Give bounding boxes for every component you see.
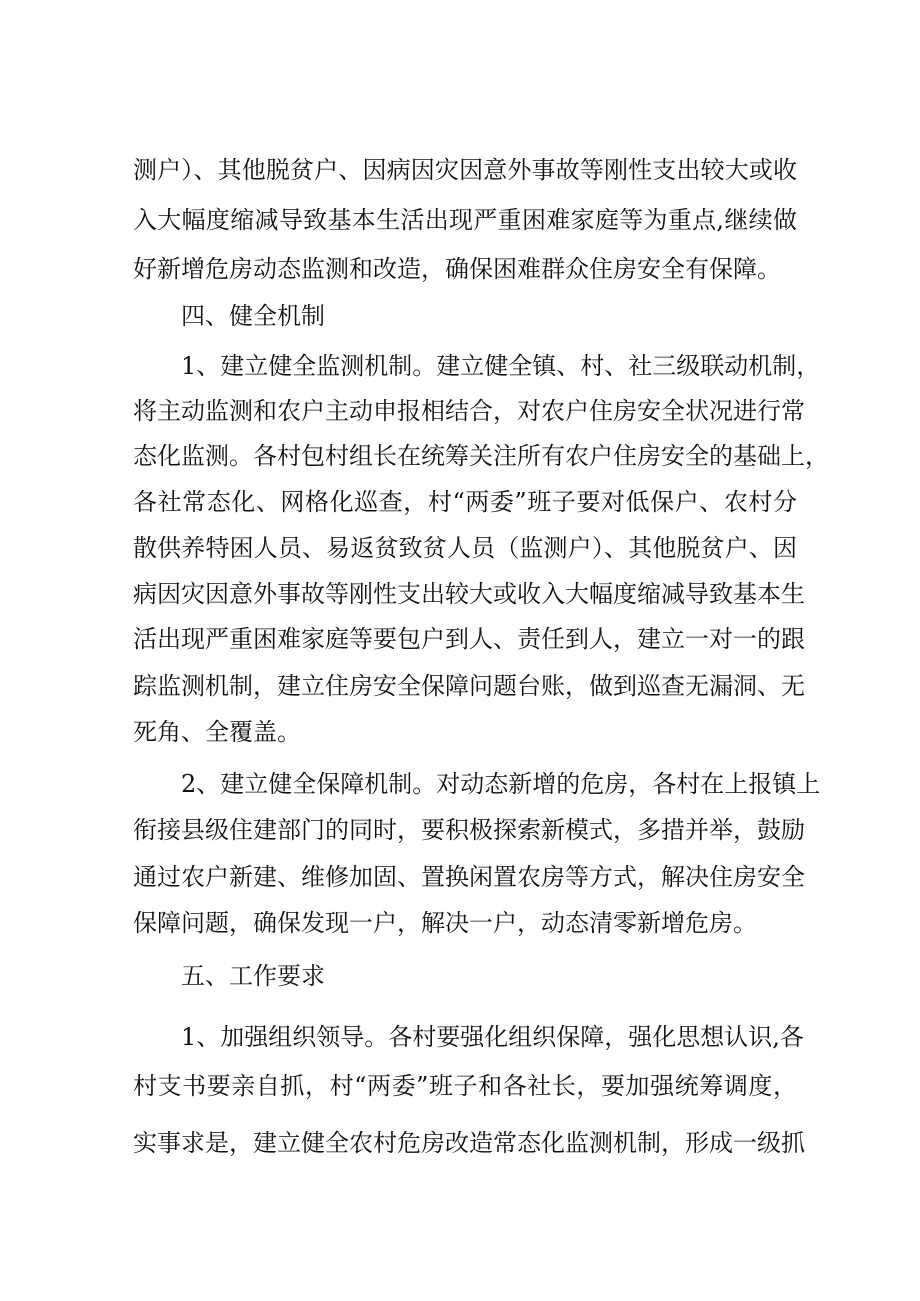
- paragraph-line: 各社常态化、网格化巡查，村“两委”班子要对低保户、农村分: [133, 488, 797, 516]
- paragraph-line: 散供养特困人员、易返贫致贫人员（监测户）、其他脱贫户、因: [133, 534, 797, 562]
- paragraph-line: 入大幅度缩减导致基本生活出现严重困难家庭等为重点,继续做: [133, 206, 797, 234]
- paragraph-line: 1、建立健全监测机制。建立健全镇、村、社三级联动机制，: [181, 352, 821, 380]
- paragraph-line: 死角、全覆盖。: [133, 718, 301, 746]
- paragraph-line: 病因灾因意外事故等刚性支出较大或收入大幅度缩减导致基本生: [133, 580, 805, 608]
- paragraph-line: 踪监测机制，建立住房安全保障问题台账，做到巡查无漏洞、无: [133, 672, 805, 700]
- paragraph-line: 好新增危房动态监测和改造，确保困难群众住房安全有保障。: [133, 255, 781, 283]
- paragraph-line: 衔接县级住建部门的同时，要积极探索新模式，多措并举，鼓励: [133, 816, 805, 844]
- section-heading-4: 四、健全机制: [181, 302, 325, 330]
- paragraph-line: 通过农户新建、维修加固、置换闲置农房等方式，解决住房安全: [133, 863, 805, 891]
- paragraph-line: 态化监测。各村包村组长在统筹关注所有农户住房安全的基础上，: [133, 442, 829, 470]
- paragraph-line: 测户）、其他脱贫户、因病因灾因意外事故等刚性支出较大或收: [133, 156, 797, 184]
- paragraph-line: 1、加强组织领导。各村要强化组织保障，强化思想认识,各: [181, 1023, 804, 1051]
- paragraph-line: 村支书要亲自抓，村“两委”班子和各社长，要加强统筹调度，: [133, 1072, 797, 1100]
- paragraph-line: 保障问题，确保发现一户，解决一户，动态清零新增危房。: [133, 909, 757, 937]
- paragraph-line: 活出现严重困难家庭等要包户到人、责任到人，建立一对一的跟: [133, 625, 805, 653]
- paragraph-line: 实事求是，建立健全农村危房改造常态化监测机制，形成一级抓: [133, 1129, 805, 1157]
- paragraph-line: 将主动监测和农户主动申报相结合，对农户住房安全状况进行常: [133, 397, 805, 425]
- paragraph-line: 2、建立健全保障机制。对动态新增的危房，各村在上报镇上: [181, 770, 821, 798]
- section-heading-5: 五、工作要求: [181, 962, 325, 990]
